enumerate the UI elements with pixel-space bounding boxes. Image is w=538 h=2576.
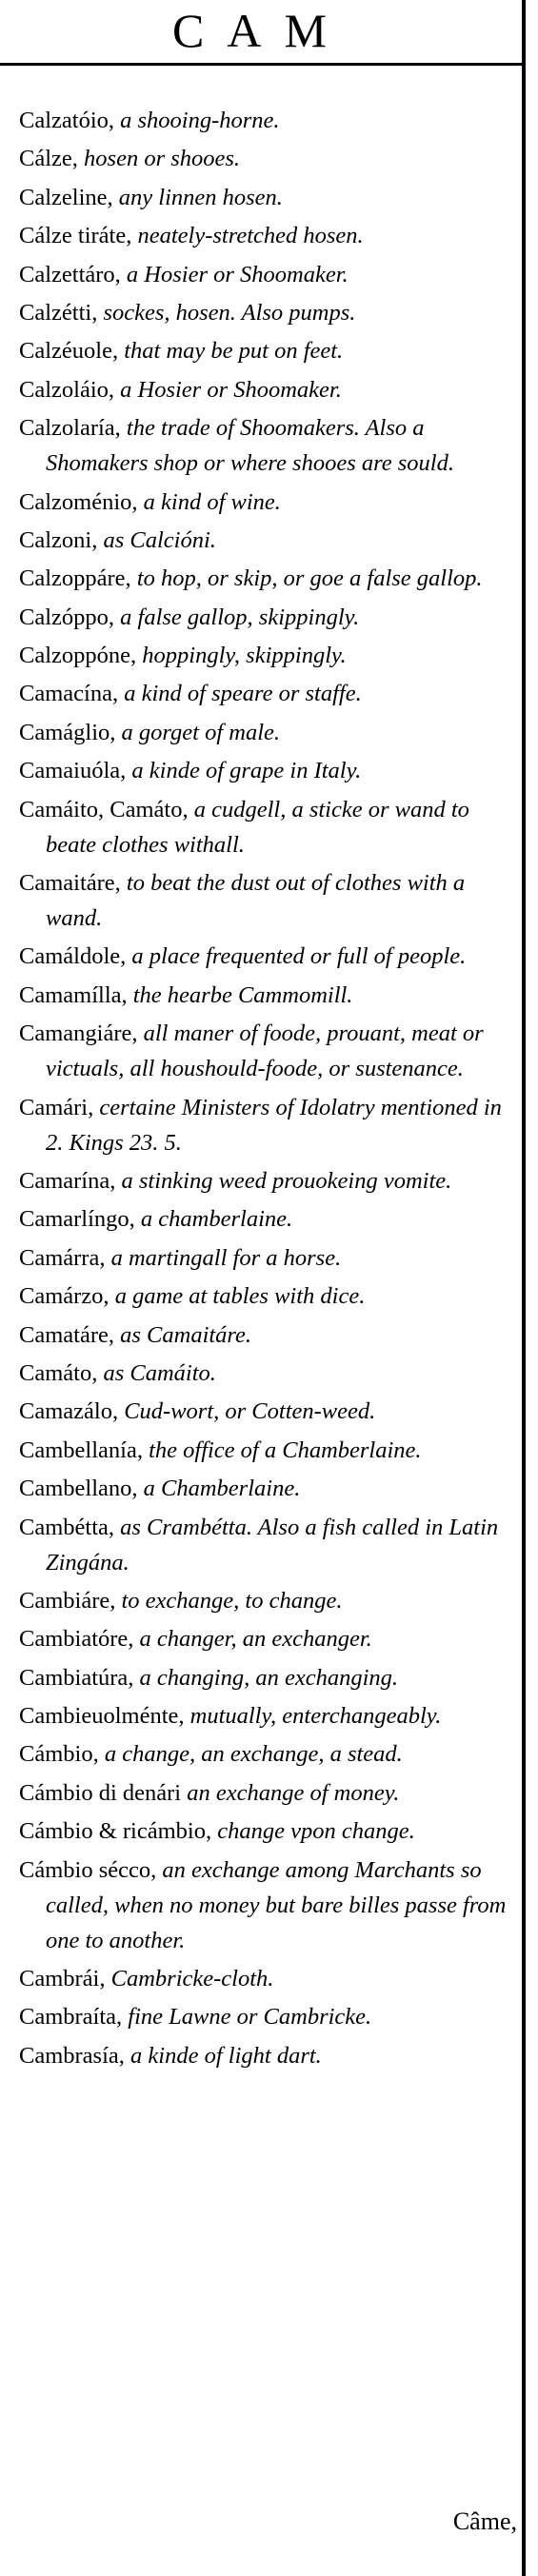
entry-headword: Calzeline, (19, 184, 113, 210)
entry-definition: a Hosier or Shoomaker. (120, 261, 349, 287)
dictionary-entry (19, 257, 516, 292)
entry-headword: Camatáre, (19, 1321, 114, 1348)
entry-definition: that may be put on feet. (118, 338, 344, 365)
dictionary-entry (19, 372, 516, 407)
dictionary-entry (19, 103, 516, 138)
dictionary-entry (19, 1698, 516, 1734)
entry-headword: Camári, (19, 1094, 94, 1120)
entry-headword: Camangiáre, (19, 1020, 138, 1047)
entry-headword: Calzatóio, (19, 108, 115, 133)
entry-definition: a place frequented or full of people. (126, 943, 467, 970)
entry-headword: Cambrái, (19, 1966, 106, 1992)
entry-definition: Cambricke-cloth. (105, 1966, 274, 1992)
entry-headword: Cálze tiráte, (19, 223, 132, 249)
entry-definition: a changer, an exchanger. (133, 1626, 372, 1653)
entry-definition: a Chamberlaine. (137, 1476, 301, 1502)
entry-definition: all maner of foode, prouant, meat or victuals, all houshould-foode, or sustenance. (46, 1020, 484, 1082)
dictionary-entry (19, 715, 516, 750)
entry-definition: a kind of wine. (137, 488, 281, 515)
dictionary-entry (19, 1163, 516, 1199)
dictionary-entry (19, 1961, 516, 1996)
entry-headword: Calzétti, (19, 299, 98, 326)
dictionary-entry (19, 523, 516, 558)
entry-headword: Cambraíta, (19, 2004, 123, 2031)
entry-headword: Cámbio, (19, 1741, 99, 1768)
dictionary-entry (19, 939, 516, 974)
running-header: CAM (172, 4, 349, 57)
entry-headword: Calzoménio, (19, 488, 138, 515)
entry-headword: Cambellanía, (19, 1437, 143, 1463)
entry-headword: Cambétta, (19, 1514, 115, 1540)
entry-definition: certaine Ministers of Idolatry mentioned in 2. Kings 23. 5. (46, 1094, 502, 1156)
dictionary-entry (19, 978, 516, 1013)
entry-definition: a changing, an exchanging. (133, 1664, 399, 1691)
entry-definition: to hop, or skip, or goe a false gallop. (130, 565, 483, 592)
entry-headword: Camacína, (19, 681, 119, 707)
dictionary-entry (19, 218, 516, 253)
entry-headword: Camáglio, (19, 719, 116, 745)
dictionary-entry (19, 600, 516, 635)
dictionary-entry (19, 2038, 516, 2073)
dictionary-entry (19, 638, 516, 673)
entry-definition: as Calcióni. (97, 526, 216, 553)
entry-definition: the hearbe Cammomill. (127, 981, 353, 1008)
dictionary-entry (19, 1240, 516, 1276)
entry-definition: to exchange, to change. (115, 1587, 343, 1614)
entry-headword: Camaitáre, (19, 870, 121, 897)
entry-definition: as Crambétta. Also a fish called in Latin Zingána. (46, 1514, 499, 1575)
dictionary-entry (19, 295, 516, 330)
dictionary-entry (19, 753, 516, 788)
dictionary-entry (19, 1660, 516, 1695)
dictionary-entry (19, 792, 516, 862)
entry-definition: mutually, enterchangeably. (184, 1703, 442, 1730)
dictionary-entry (19, 1201, 516, 1237)
entry-definition: a change, an exchange, a stead. (98, 1741, 403, 1768)
dictionary-entry (19, 1621, 516, 1656)
entry-definition: the office of a Chamberlaine. (142, 1437, 422, 1463)
entry-definition: an exchange of money. (181, 1779, 400, 1806)
entry-definition: as Camáito. (97, 1359, 216, 1386)
entry-definition: fine Lawne or Cambricke. (122, 2004, 372, 2031)
dictionary-entry (19, 561, 516, 596)
entry-headword: Cambellano, (19, 1476, 138, 1502)
entry-definition: hoppingly, skippingly. (136, 643, 347, 669)
entry-definition: hosen or shooes. (77, 146, 241, 172)
header-rule (0, 63, 526, 66)
catchword: Câme, (452, 2507, 517, 2535)
entry-headword: Calzóppo, (19, 604, 115, 630)
entry-headword: Cálze, (19, 146, 78, 172)
dictionary-entry (19, 333, 516, 368)
entry-definition: a chamberlaine. (134, 1206, 293, 1233)
entry-headword: Camáldole, (19, 943, 127, 970)
entry-definition: a Hosier or Shoomaker. (114, 376, 342, 403)
dictionary-entry (19, 1853, 516, 1958)
dictionary-entry (19, 1394, 516, 1429)
dictionary-entry (19, 485, 516, 520)
entry-headword: Camarlíngo, (19, 1206, 135, 1233)
entry-headword: Cámbio & ricámbio, (19, 1818, 212, 1845)
dictionary-entry (19, 1583, 516, 1618)
entry-headword: Camamílla, (19, 981, 128, 1008)
entry-definition: as Camaitáre. (114, 1321, 252, 1348)
entry-definition: an exchange among Marchants so called, when no money but bare billes passe from one to another. (46, 1856, 507, 1953)
dictionary-entry (19, 1090, 516, 1160)
entry-headword: Camazálo, (19, 1398, 119, 1425)
entry-headword: Camáto, (19, 1359, 98, 1386)
entry-headword: Calzéuole, (19, 338, 119, 365)
entry-definition: to beat the dust out of clothes with a wand. (46, 870, 466, 932)
dictionary-entry (19, 180, 516, 215)
entry-definition: a shooing-horne. (114, 108, 280, 133)
dictionary-entry (19, 1433, 516, 1468)
dictionary-entry (19, 1736, 516, 1772)
entry-definition: Cud-wort, or Cotten-weed. (118, 1398, 376, 1425)
column-rule (522, 0, 526, 2576)
entry-definition: any linnen hosen. (112, 184, 283, 210)
entry-headword: Cambiáre, (19, 1587, 116, 1614)
dictionary-entry (19, 1318, 516, 1353)
entry-list (19, 103, 516, 2076)
entry-headword: Calzoni, (19, 526, 98, 553)
entry-headword: Calzoláio, (19, 376, 115, 403)
dictionary-entry (19, 141, 516, 176)
entry-headword: Calzolaría, (19, 415, 121, 442)
entry-headword: Cámbio sécco, (19, 1856, 157, 1883)
entry-headword: Calzoppóne, (19, 643, 137, 669)
entry-headword: Camaiuóla, (19, 758, 127, 784)
entry-headword: Camárzo, (19, 1283, 110, 1310)
dictionary-entry (19, 865, 516, 936)
entry-definition: sockes, hosen. Also pumps. (97, 299, 356, 326)
entry-definition: a kinde of grape in Italy. (126, 758, 362, 784)
dictionary-entry (19, 676, 516, 711)
entry-headword: Calzettáro, (19, 261, 121, 287)
dictionary-entry (19, 1356, 516, 1391)
entry-headword: Cámbio di denári (19, 1779, 182, 1806)
entry-headword: Camáito, Camáto, (19, 796, 189, 822)
entry-definition: a stinking weed prouokeing vomite. (115, 1167, 452, 1194)
entry-definition: a false gallop, skippingly. (114, 604, 360, 630)
entry-headword: Cambrasía, (19, 2042, 125, 2069)
entry-definition: a game at tables with dice. (109, 1283, 366, 1310)
entry-definition: neately-stretched hosen. (131, 223, 364, 249)
entry-definition: a martingall for a horse. (105, 1244, 342, 1271)
entry-definition: the trade of Shoomakers. Also a Shomakers shop or where shooes are sould. (46, 415, 454, 477)
entry-definition: a kinde of light dart. (124, 2042, 322, 2069)
dictionary-entry (19, 1471, 516, 1506)
entry-definition: a gorget of male. (115, 719, 281, 745)
dictionary-entry (19, 1813, 516, 1849)
entry-headword: Camárra, (19, 1244, 106, 1271)
dictionary-entry (19, 1775, 516, 1811)
dictionary-entry (19, 1016, 516, 1086)
dictionary-entry (19, 410, 516, 481)
dictionary-entry (19, 1510, 516, 1580)
entry-headword: Cambiatúra, (19, 1664, 134, 1691)
dictionary-entry (19, 1278, 516, 1314)
entry-headword: Cambiatóre, (19, 1626, 134, 1653)
entry-definition: a kind of speare or staffe. (118, 681, 362, 707)
dictionary-entry (19, 1999, 516, 2034)
entry-definition: change vpon change. (211, 1818, 415, 1845)
entry-headword: Calzoppáre, (19, 565, 131, 592)
entry-headword: Camarína, (19, 1167, 116, 1194)
entry-definition: a cudgell, a sticke or wand to beate clothes withall. (46, 796, 469, 858)
entry-headword: Cambieuolménte, (19, 1703, 185, 1730)
